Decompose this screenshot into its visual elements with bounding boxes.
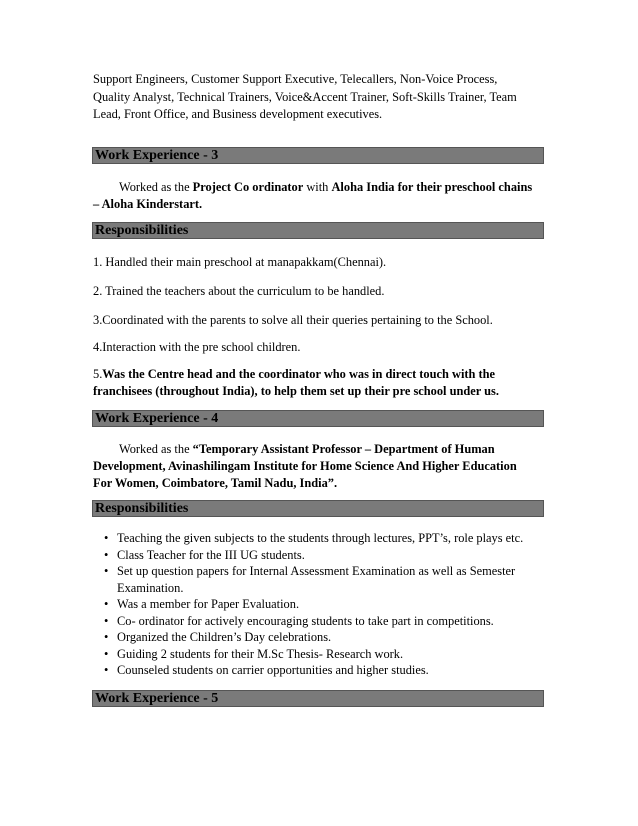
work-experience-5-header	[92, 690, 544, 707]
responsibilities-2-header	[92, 500, 544, 517]
intro-line-1: Support Engineers, Customer Support Executive, Telecallers, Non-Voice Process,	[93, 72, 498, 86]
resp1-item-1: 1. Handled their main preschool at manapakkam(Chennai).	[93, 255, 387, 269]
list-item: • Counseled students on carrier opportunities and higher studies.	[104, 663, 429, 677]
work-experience-4-header	[92, 410, 544, 427]
list-item: • Set up question papers for Internal Assessment Examination as well as Semester Examination.	[104, 564, 516, 595]
work-experience-3-header	[92, 147, 544, 164]
resp1-item-2: 2. Trained the teachers about the curriculum to be handled.	[93, 284, 385, 298]
list-item: • Class Teacher for the III UG students.	[104, 547, 305, 562]
section-heading: Work Experience - 4	[95, 411, 219, 426]
list-item: • Was a member for Paper Evaluation.	[104, 597, 300, 611]
section-heading: Work Experience - 5	[95, 691, 219, 706]
section-heading: Responsibilities	[95, 501, 189, 516]
list-item: • Organized the Children’s Day celebrations.	[104, 630, 332, 644]
section-heading: Responsibilities	[95, 223, 189, 238]
responsibilities-1-header	[92, 222, 544, 239]
list-item: • Co- ordinator for actively encouraging students to take part in competitions.	[104, 613, 494, 628]
resp1-item-5-line-1: 5.Was the Centre head and the coordinator who was in direct touch with the	[93, 367, 496, 381]
we4-description-line-3: For Women, Coimbatore, Tamil Nadu, India”.	[93, 476, 338, 490]
we3-description-line-2: – Aloha Kinderstart.	[93, 197, 203, 211]
intro-line-2: Quality Analyst, Technical Trainers, Voice&Accent Trainer, Soft-Skills Trainer, Team	[93, 90, 517, 104]
we3-description-line-1: Worked as the Project Co ordinator with Aloha India for their preschool chains	[119, 180, 533, 194]
list-item: • Guiding 2 students for their M.Sc Thesis- Research work.	[104, 646, 404, 661]
resp1-item-4: 4.Interaction with the pre school children.	[93, 340, 301, 354]
resp1-item-5-line-2: franchisees (throughout India), to help them set up their pre school under us.	[93, 384, 499, 398]
resp1-item-3: 3.Coordinated with the parents to solve all their queries pertaining to the School.	[93, 313, 493, 327]
section-heading: Work Experience - 3	[95, 148, 219, 163]
we4-description-line-2: Development, Avinashilingam Institute for Home Science And Higher Education	[93, 459, 517, 473]
intro-line-3: Lead, Front Office, and Business development executives.	[93, 107, 383, 121]
responsibilities-2-list	[93, 530, 548, 679]
we4-description-line-1: Worked as the “Temporary Assistant Professor – Department of Human	[119, 442, 495, 456]
list-item: • Teaching the given subjects to the students through lectures, PPT’s, role plays etc.	[104, 531, 524, 545]
